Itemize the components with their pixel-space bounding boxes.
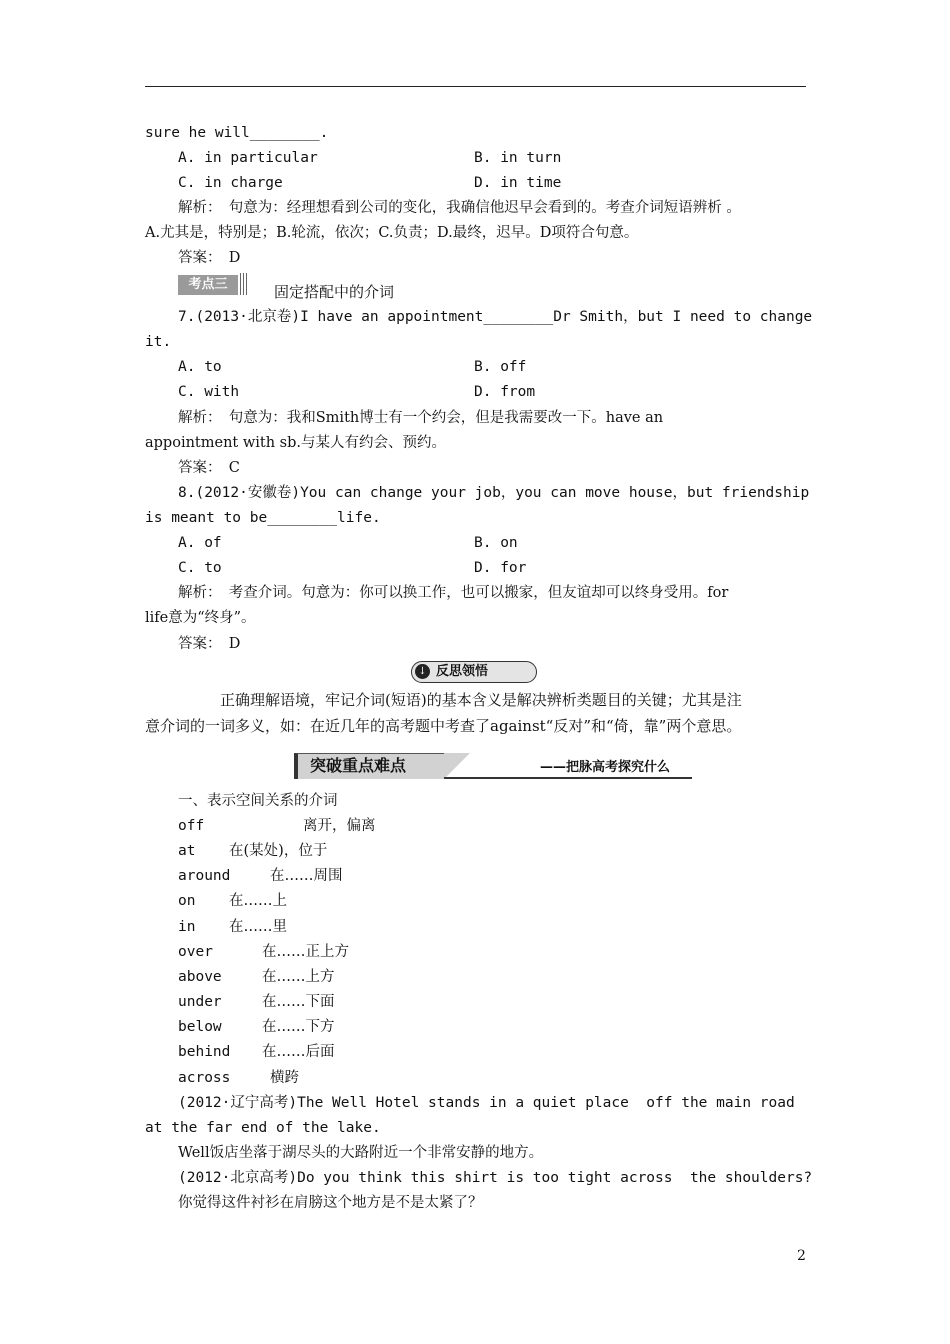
q7-option-b: B. off [474, 359, 527, 375]
q6-stem-end: sure he will________. [145, 125, 329, 141]
section-title: 固定搭配中的介词 [274, 283, 395, 301]
reflection-line1: 正确理解语境，牢记介词(短语)的基本含义是解决辨析类题目的关键；尤其是注 [220, 691, 742, 709]
example1-translation: Well饭店坐落于湖尽头的大路附近一个非常安静的地方。 [178, 1145, 544, 1161]
q6-analysis-line2: A.尤其是，特别是；B.轮流，依次；C.负责；D.最终，迟早。D项符合句意。 [145, 225, 639, 241]
q7-answer: 答案： C [178, 460, 240, 476]
prep-meaning: 横跨 [270, 1070, 299, 1086]
q8-option-b: B. on [474, 535, 518, 551]
reflection-line2: 意介词的一词多义，如：在近几年的高考题中考查了against“反对”和“倚，靠”两个意思。 [145, 717, 742, 735]
example2-translation: 你觉得这件衬衫在肩膀这个地方是不是太紧了？ [178, 1195, 483, 1211]
q8-option-d: D. for [474, 560, 527, 576]
q8-stem-line2: is meant to be________life. [145, 510, 381, 526]
q6-option-a: A. in particular [178, 150, 318, 166]
q6-option-b: B. in turn [474, 150, 562, 166]
q8-option-a: A. of [178, 535, 222, 551]
prep-meaning: 在……正上方 [262, 944, 349, 960]
prep-meaning: 在……上 [229, 893, 287, 909]
prep-word: below [178, 1019, 222, 1035]
prep-word: off [178, 818, 205, 834]
q7-stem-line1: 7.(2013·北京卷)I have an appointment________Dr Smith，but I need to change [178, 309, 813, 325]
prep-meaning: 在……下方 [262, 1019, 335, 1035]
prep-word: at [178, 843, 196, 859]
page-number: 2 [797, 1248, 806, 1264]
example1-line1: (2012·辽宁高考)The Well Hotel stands in a quiet place off the main road [178, 1095, 795, 1111]
q8-stem-line1: 8.(2012·安徽卷)You can change your job，you can move house，but friendship [178, 485, 810, 501]
example2-line1: (2012·北京高考)Do you think this shirt is too tight across the shoulders? [178, 1170, 813, 1186]
prep-word: on [178, 893, 196, 909]
section-tag: 考点三 [178, 275, 238, 295]
arrow-down-icon: ↓ [415, 664, 430, 679]
reflection-badge [411, 661, 537, 683]
q6-option-d: D. in time [474, 175, 562, 191]
q7-analysis-line1: 解析： 句意为：我和Smith博士有一个约会，但是我需要改一下。have an [178, 410, 664, 426]
section-banner-underline [444, 777, 692, 779]
prep-word: around [178, 868, 231, 884]
prep-word: in [178, 919, 196, 935]
q6-answer: 答案： D [178, 250, 241, 266]
reflection-label: 反思领悟 [436, 664, 489, 679]
q7-analysis-line2: appointment with sb.与某人有约会、预约。 [145, 435, 447, 451]
q8-option-c: C. to [178, 560, 222, 576]
prep-meaning: 在(某处)，位于 [229, 843, 328, 859]
prep-word: above [178, 969, 222, 985]
prep-meaning: 离开，偏离 [303, 818, 376, 834]
section-tag-bars [240, 273, 249, 295]
prep-meaning: 在……周围 [270, 868, 343, 884]
header-rule [145, 86, 806, 87]
prep-word: under [178, 994, 222, 1010]
prep-word: across [178, 1070, 231, 1086]
section-banner-subtitle: ——把脉高考探究什么 [540, 760, 671, 775]
q7-option-a: A. to [178, 359, 222, 375]
q6-option-c: C. in charge [178, 175, 283, 191]
q7-option-d: D. from [474, 384, 536, 400]
q8-analysis-line2: life意为“终身”。 [145, 610, 256, 626]
prep-word: behind [178, 1044, 231, 1060]
spatial-heading: 一、表示空间关系的介词 [178, 793, 338, 809]
q6-analysis-line1: 解析： 句意为：经理想看到公司的变化，我确信他迟早会看到的。考查介词短语辨析 。 [178, 200, 741, 216]
example1-line2: at the far end of the lake. [145, 1120, 381, 1136]
prep-meaning: 在……里 [229, 919, 287, 935]
prep-meaning: 在……后面 [262, 1044, 335, 1060]
q8-analysis-line1: 解析： 考查介词。句意为：你可以换工作，也可以搬家，但友谊却可以终身受用。for [178, 585, 729, 601]
section-banner-slope [444, 753, 470, 779]
prep-word: over [178, 944, 213, 960]
section-banner-title: 突破重点难点 [294, 753, 444, 779]
q7-option-c: C. with [178, 384, 240, 400]
q7-stem-line2: it. [145, 334, 172, 350]
prep-meaning: 在……下面 [262, 994, 335, 1010]
q8-answer: 答案： D [178, 636, 241, 652]
prep-meaning: 在……上方 [262, 969, 335, 985]
